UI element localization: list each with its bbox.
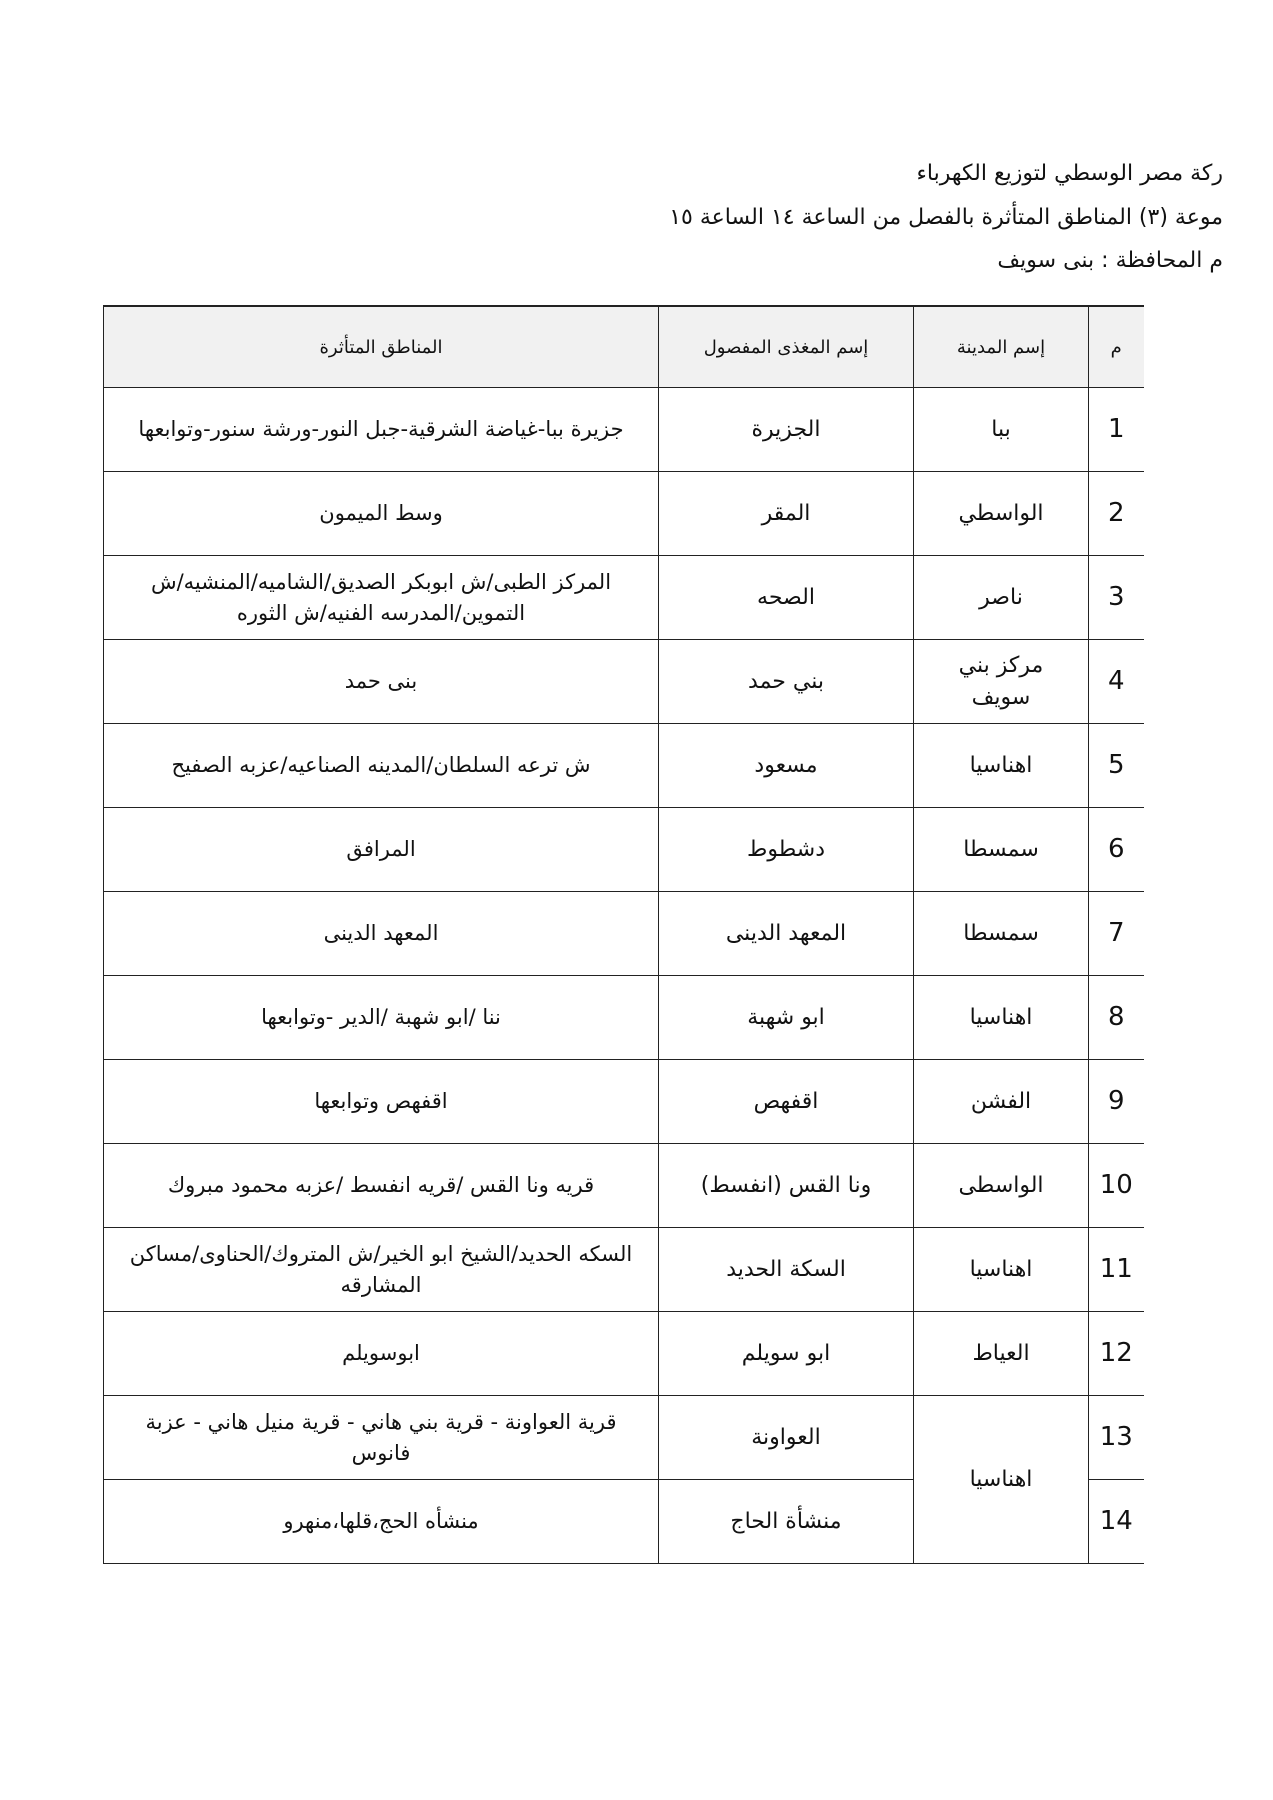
row-city: سمسطا [914,808,1089,892]
company-name: ركة مصر الوسطي لتوزيع الكهرباء [916,161,1223,186]
row-num: 10 [1089,1144,1144,1228]
table-row [104,556,1144,640]
table-row [104,1144,1144,1228]
row-city: سمسطا [914,892,1089,976]
table-row [104,1060,1144,1144]
row-city: الواسطي [914,472,1089,556]
row-city: اهناسيا [914,1396,1089,1564]
table-row [104,976,1144,1060]
row-feeder: دشطوط [659,808,914,892]
row-num: 13 [1089,1396,1144,1480]
row-areas: اقفهص وتوابعها [104,1060,659,1144]
governorate-label: م المحافظة : بنى سويف [997,248,1223,273]
header-areas: المناطق المتأثرة [104,306,659,388]
header-feeder: إسم المغذى المفصول [659,306,914,388]
row-num: 5 [1089,724,1144,808]
row-num: 1 [1089,388,1144,472]
row-city: اهناسيا [914,1228,1089,1312]
row-feeder: المعهد الدينى [659,892,914,976]
row-areas: ش ترعه السلطان/المدينه الصناعيه/عزبه الصفيح [104,724,659,808]
row-feeder: بني حمد [659,640,914,724]
row-feeder: اقفهص [659,1060,914,1144]
row-feeder: الجزيرة [659,388,914,472]
header-city: إسم المدينة [914,306,1089,388]
header-num: م [1089,306,1144,388]
row-areas: منشأه الحج،قلها،منهرو [104,1480,659,1564]
row-areas: ابوسويلم [104,1312,659,1396]
row-num: 9 [1089,1060,1144,1144]
row-areas: جزيرة ببا-غياضة الشرقية-جبل النور-ورشة سنور-وتوابعها [104,388,659,472]
row-areas: وسط الميمون [104,472,659,556]
row-feeder: مسعود [659,724,914,808]
group-title: موعة (٣) المناطق المتأثرة بالفصل من الساعة ١٤ الساعة ١٥ [669,205,1223,230]
row-feeder: السكة الحديد [659,1228,914,1312]
row-num: 7 [1089,892,1144,976]
row-city: الواسطى [914,1144,1089,1228]
row-feeder: ونا القس (انفسط) [659,1144,914,1228]
table-row [104,1312,1144,1396]
row-areas: المركز الطبى/ش ابوبكر الصديق/الشاميه/المنشيه/ش التموين/المدرسه الفنيه/ش الثوره [104,556,659,640]
row-feeder: ابو شهبة [659,976,914,1060]
row-areas: قرية العواونة - قرية بني هاني - قرية منيل هاني - عزبة فانوس [104,1396,659,1480]
table-header-row [104,306,1144,388]
row-num: 11 [1089,1228,1144,1312]
row-num: 2 [1089,472,1144,556]
row-feeder: العواونة [659,1396,914,1480]
affected-areas-table [103,305,1144,1564]
table-row [104,724,1144,808]
row-city: العياط [914,1312,1089,1396]
row-city: مركز بني سويف [914,640,1089,724]
row-num: 6 [1089,808,1144,892]
row-city: ناصر [914,556,1089,640]
row-city: ببا [914,388,1089,472]
row-num: 8 [1089,976,1144,1060]
table-row [104,808,1144,892]
row-city: اهناسيا [914,724,1089,808]
table-row [104,388,1144,472]
row-city: الفشن [914,1060,1089,1144]
table-row [104,472,1144,556]
table-row [104,1228,1144,1312]
row-num: 4 [1089,640,1144,724]
table-row [104,640,1144,724]
row-num: 3 [1089,556,1144,640]
row-city: اهناسيا [914,976,1089,1060]
row-feeder: الصحه [659,556,914,640]
row-areas: المرافق [104,808,659,892]
table-row [104,892,1144,976]
table-row [104,1396,1144,1480]
row-feeder: منشأة الحاج [659,1480,914,1564]
row-num: 14 [1089,1480,1144,1564]
row-areas: بنى حمد [104,640,659,724]
row-areas: قريه ونا القس /قريه انفسط /عزبه محمود مبروك [104,1144,659,1228]
row-num: 12 [1089,1312,1144,1396]
row-areas: ننا /ابو شهبة /الدير -وتوابعها [104,976,659,1060]
row-feeder: ابو سويلم [659,1312,914,1396]
row-areas: السكه الحديد/الشيخ ابو الخير/ش المتروك/الحناوى/مساكن المشارقه [104,1228,659,1312]
row-feeder: المقر [659,472,914,556]
row-areas: المعهد الدينى [104,892,659,976]
